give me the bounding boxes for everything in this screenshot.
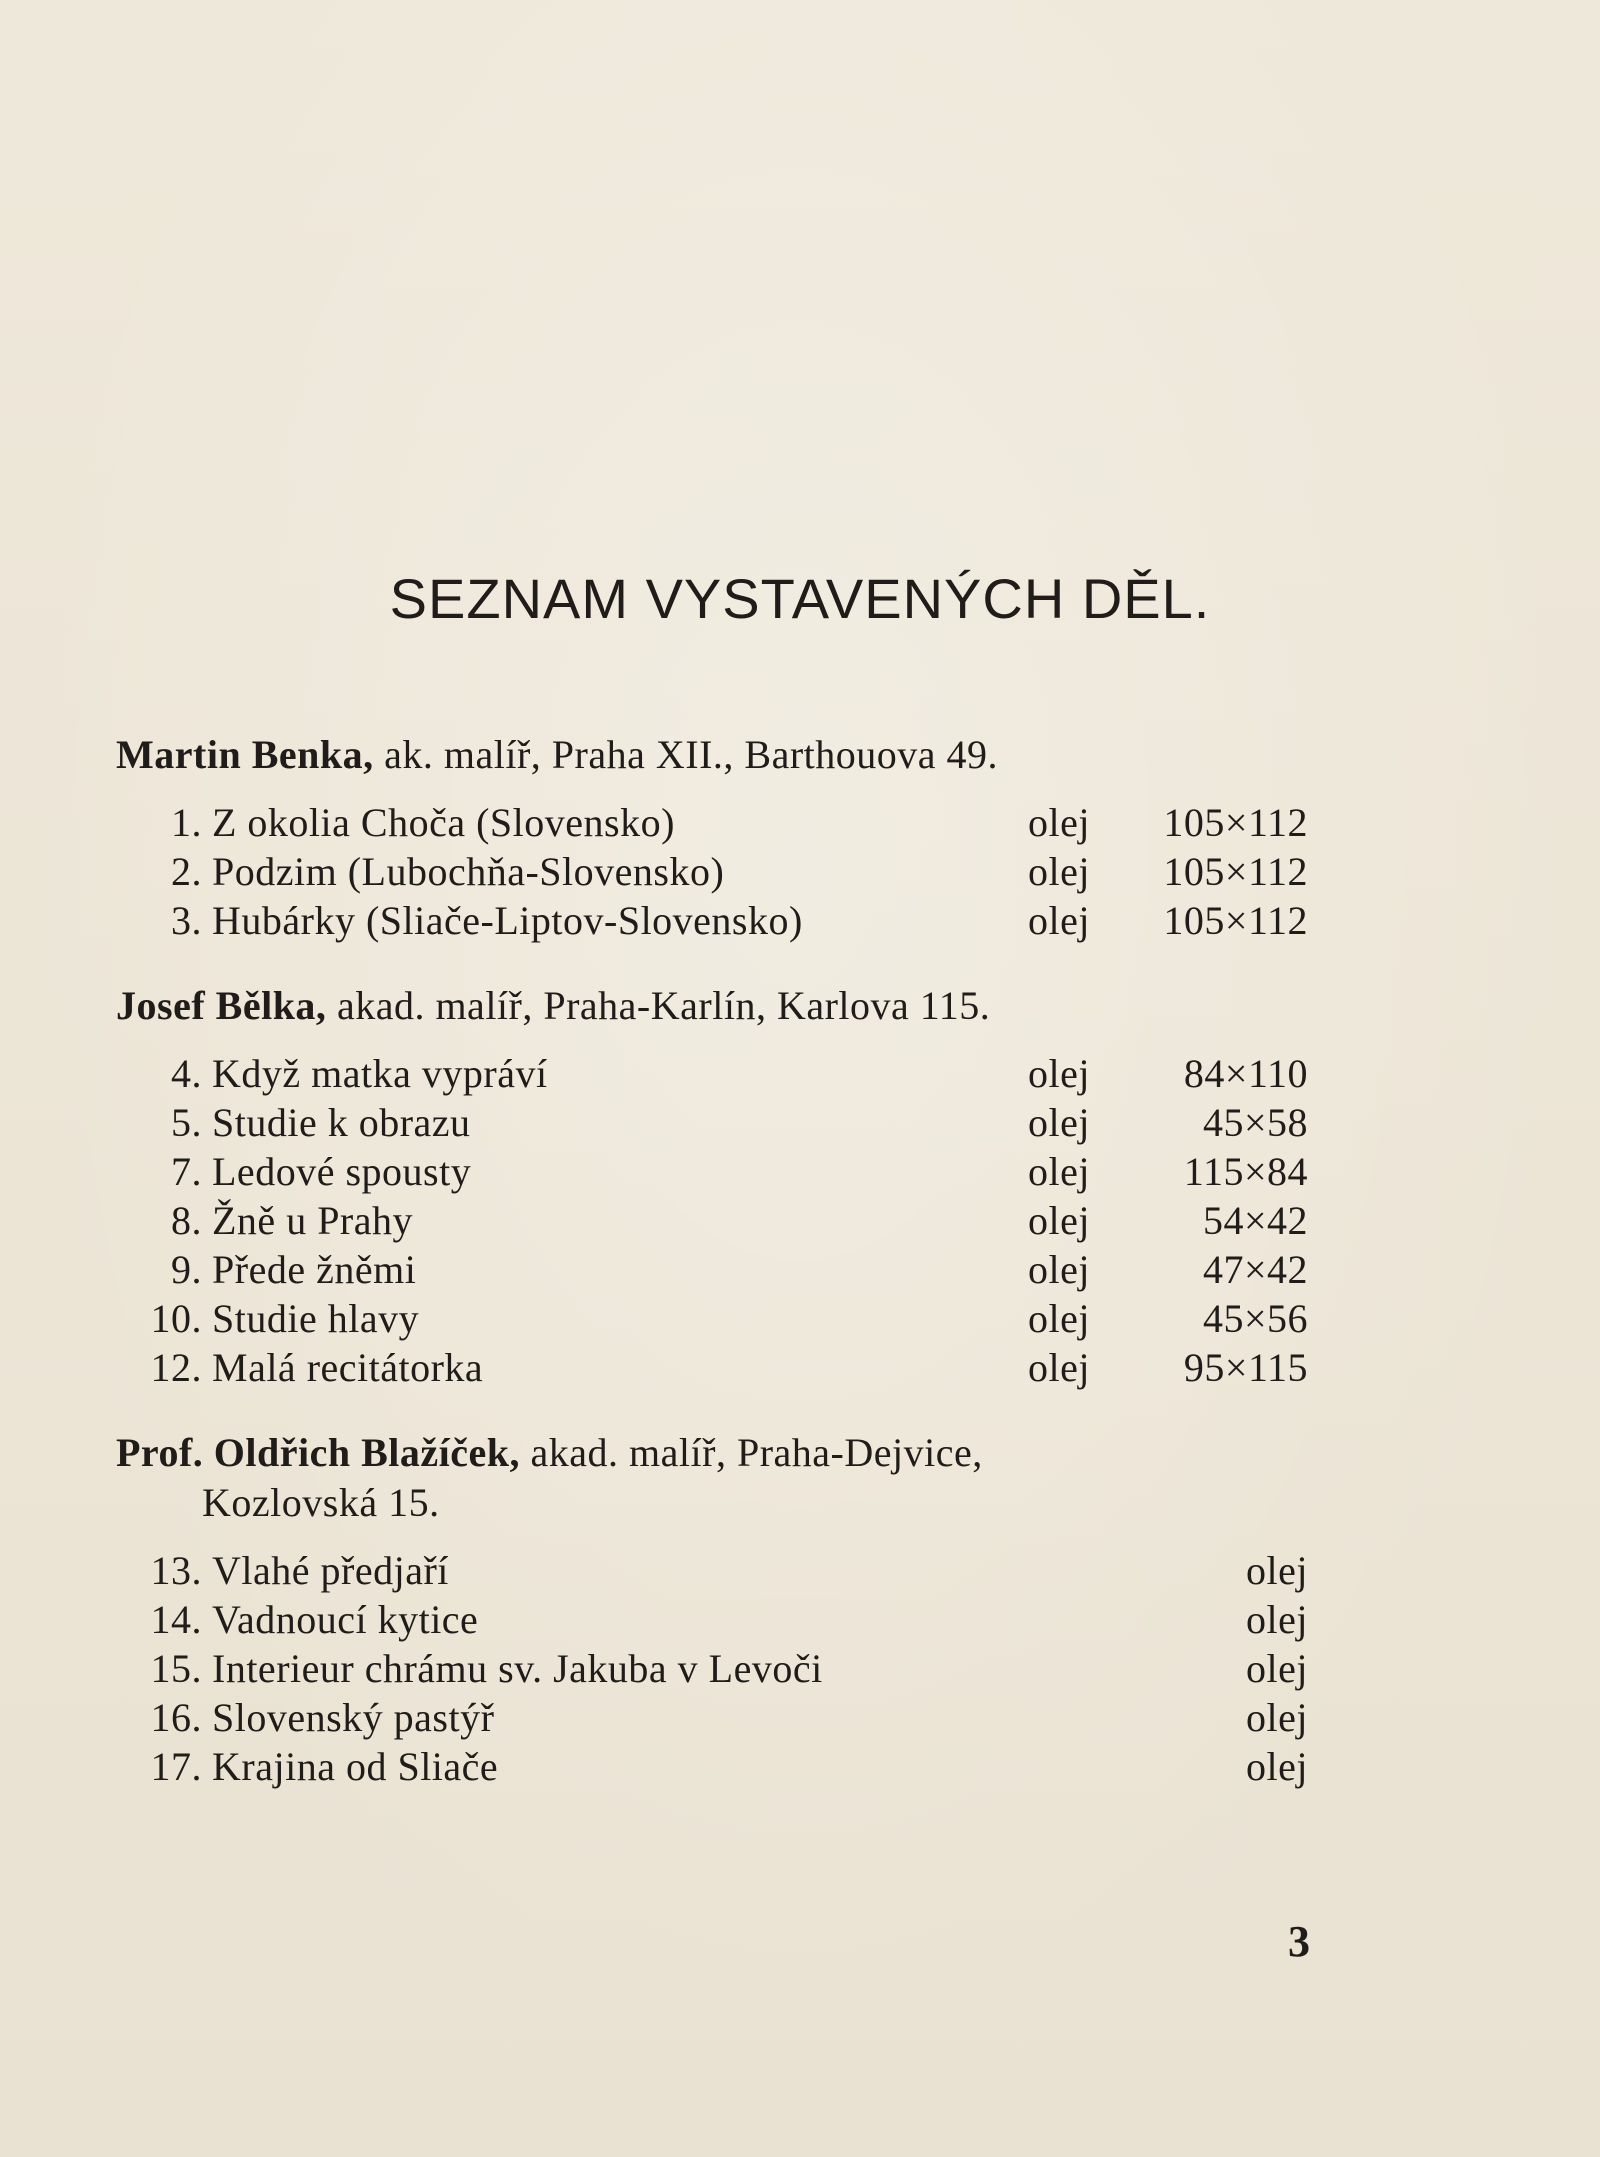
work-title: Malá recitátorka [212, 1345, 484, 1390]
artist-address: ak. malíř, Praha XII., Barthouova 49. [373, 732, 999, 777]
work-number: 9. [171, 1247, 202, 1292]
work-technique: olej [1028, 1247, 1090, 1292]
work-number: 1. [171, 800, 202, 845]
work-number: 12. [150, 1345, 202, 1390]
work-technique: olej [1246, 1695, 1308, 1740]
work-title: Studie k obrazu [212, 1100, 471, 1145]
work-title: Vadnoucí kytice [212, 1597, 479, 1642]
artist-name: Martin Benka, [116, 732, 374, 777]
work-title: Přede žněmi [212, 1247, 417, 1292]
work-technique: olej [1028, 1296, 1090, 1341]
work-item [116, 1546, 1308, 1595]
artist-address-continued: Kozlovská 15. [202, 1480, 440, 1525]
artist-address: akad. malíř, Praha-Karlín, Karlova 115. [326, 983, 991, 1028]
work-number: 15. [150, 1646, 202, 1691]
work-item [116, 847, 1308, 896]
page-number: 3 [1288, 1917, 1310, 1966]
work-number: 16. [150, 1695, 202, 1740]
work-number: 5. [171, 1100, 202, 1145]
work-item [116, 1147, 1308, 1196]
artist-address: akad. malíř, Praha-Dejvice, [520, 1430, 983, 1475]
work-technique: olej [1246, 1548, 1308, 1593]
work-item [116, 1595, 1308, 1644]
work-title: Hubárky (Sliače-Liptov-Slovensko) [212, 898, 803, 943]
work-technique: olej [1028, 849, 1090, 894]
work-title: Slovenský pastýř [212, 1695, 495, 1740]
artist-entry [116, 730, 1308, 780]
work-title: Když matka vypráví [212, 1051, 548, 1096]
work-title: Interieur chrámu sv. Jakuba v Levoči [212, 1646, 823, 1691]
work-technique: olej [1246, 1646, 1308, 1691]
exhibit-list [116, 730, 1308, 1827]
work-number: 14. [150, 1597, 202, 1642]
work-technique: olej [1028, 1100, 1090, 1145]
work-size: 105×112 [1163, 849, 1308, 894]
work-technique: olej [1028, 1345, 1090, 1390]
work-technique: olej [1028, 1149, 1090, 1194]
work-item [116, 896, 1308, 945]
work-list [116, 1049, 1308, 1392]
work-size: 84×110 [1183, 1051, 1308, 1096]
work-number: 2. [171, 849, 202, 894]
work-number: 7. [171, 1149, 202, 1194]
work-item [116, 1098, 1308, 1147]
work-item [116, 1294, 1308, 1343]
work-number: 17. [150, 1744, 202, 1789]
work-technique: olej [1028, 1051, 1090, 1096]
artist-name: Prof. Oldřich Blažíček, [116, 1430, 521, 1475]
work-title: Ledové spousty [212, 1149, 472, 1194]
work-title: Krajina od Sliače [212, 1744, 499, 1789]
work-size: 105×112 [1163, 800, 1308, 845]
work-item [116, 1343, 1308, 1392]
work-number: 8. [171, 1198, 202, 1243]
work-technique: olej [1246, 1597, 1308, 1642]
work-list [116, 1546, 1308, 1791]
artist-entry [116, 981, 1308, 1031]
work-size: 105×112 [1163, 898, 1308, 943]
work-title: Z okolia Choča (Slovensko) [212, 800, 675, 845]
work-title: Podzim (Lubochňa-Slovensko) [212, 849, 725, 894]
work-list [116, 798, 1308, 945]
work-item [116, 1196, 1308, 1245]
work-size: 45×56 [1202, 1296, 1308, 1341]
work-item [116, 1693, 1308, 1742]
work-item [116, 1245, 1308, 1294]
work-number: 4. [171, 1051, 202, 1096]
work-size: 45×58 [1202, 1100, 1308, 1145]
page-title: SEZNAM VYSTAVENÝCH DĚL. [389, 567, 1211, 630]
work-title: Vlahé předjaří [212, 1548, 449, 1593]
work-size: 115×84 [1183, 1149, 1308, 1194]
work-title: Žně u Prahy [212, 1198, 414, 1243]
work-number: 13. [150, 1548, 202, 1593]
work-technique: olej [1246, 1744, 1308, 1789]
work-item [116, 1049, 1308, 1098]
artist-entry [116, 1428, 1308, 1528]
work-item [116, 798, 1308, 847]
work-size: 54×42 [1202, 1198, 1308, 1243]
artist-name: Josef Bělka, [116, 983, 327, 1028]
work-number: 10. [150, 1296, 202, 1341]
work-item [116, 1742, 1308, 1791]
work-technique: olej [1028, 898, 1090, 943]
work-technique: olej [1028, 1198, 1090, 1243]
work-size: 95×115 [1183, 1345, 1308, 1390]
work-size: 47×42 [1202, 1247, 1308, 1292]
work-technique: olej [1028, 800, 1090, 845]
work-item [116, 1644, 1308, 1693]
work-number: 3. [171, 898, 202, 943]
work-title: Studie hlavy [212, 1296, 420, 1341]
